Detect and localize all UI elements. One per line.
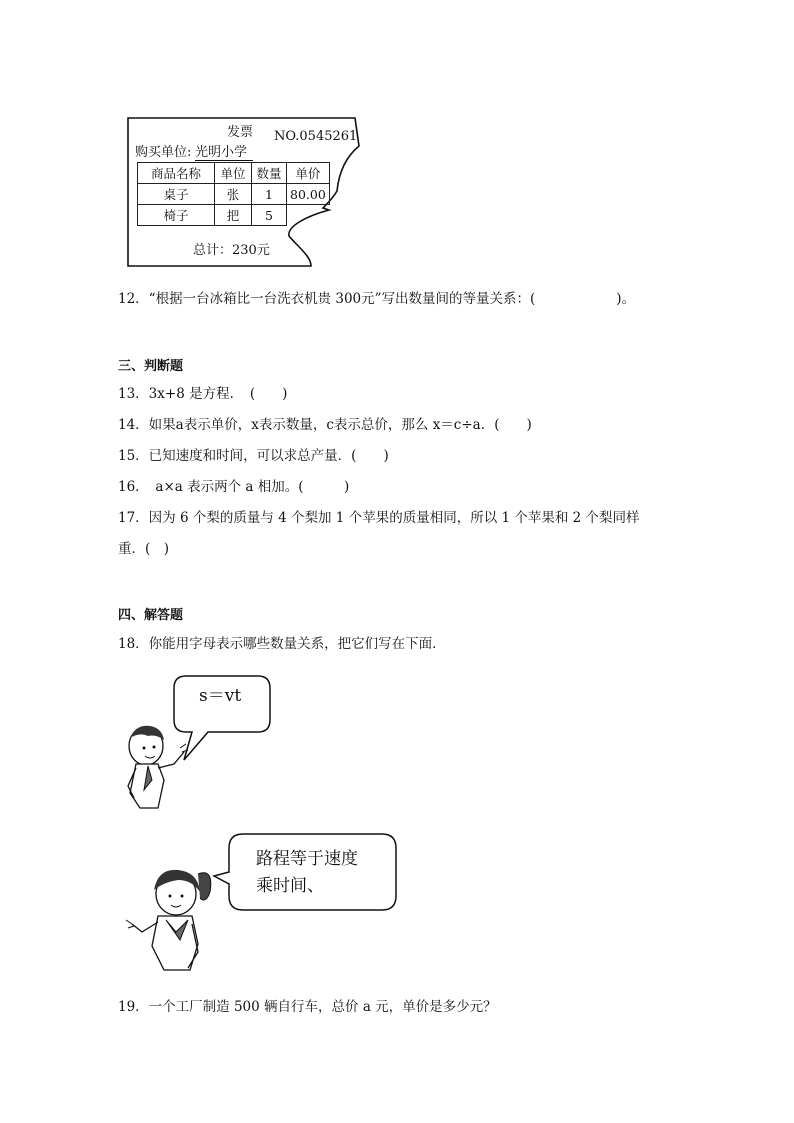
question-13: 13．3x+8 是方程． ( )	[118, 386, 288, 402]
header-cell: 单位	[215, 163, 252, 184]
table-row	[138, 184, 330, 205]
header-cell: 商品名称	[138, 163, 215, 184]
question-18: 18．你能用字母表示哪些数量关系，把它们写在下面．	[118, 636, 446, 652]
question-12: 12．“根据一台冰箱比一台洗衣机贵 300元”写出数量间的等量关系：( )。	[118, 291, 636, 307]
bubble-2-text-line2: 乘时间、	[256, 876, 324, 896]
question-15: 15．已知速度和时间，可以求总产量．( )	[118, 448, 389, 464]
table-cell: 1	[252, 184, 287, 205]
table-cell: 把	[215, 205, 252, 226]
invoice-total: 总计：230元	[193, 243, 270, 258]
table-cell	[287, 205, 330, 226]
bubble-1-text: s＝vt	[199, 686, 242, 706]
table-cell: 5	[252, 205, 287, 226]
table-cell: 椅子	[138, 205, 215, 226]
table-cell: 80.00	[287, 184, 330, 205]
question-19: 19．一个工厂制造 500 辆自行车，总价 a 元，单价是多少元？	[118, 999, 497, 1015]
invoice-table	[137, 162, 330, 226]
table-header-row	[138, 163, 330, 184]
table-cell: 张	[215, 184, 252, 205]
invoice-title: 发票	[227, 125, 254, 140]
section-heading-answers: 四、解答题	[118, 608, 184, 623]
header-cell: 数量	[252, 163, 287, 184]
bubble-2-text-line1: 路程等于速度	[256, 849, 358, 869]
buyer-label: 购买单位:	[135, 145, 192, 160]
section-heading-judgement: 三、判断题	[118, 359, 184, 374]
table-cell: 桌子	[138, 184, 215, 205]
invoice-figure	[127, 116, 362, 266]
invoice-number: NO.0545261	[274, 129, 358, 144]
question-17-line1: 17．因为 6 个梨的质量与 4 个梨加 1 个苹果的质量相同，所以 1 个苹果和 2 个梨同样	[118, 510, 640, 526]
buyer-value: 光明小学	[195, 141, 253, 161]
header-cell: 单价	[287, 163, 330, 184]
question-14: 14．如果a表示单价，x表示数量，c表示总价，那么 x＝c÷a．( )	[118, 417, 532, 433]
question-17-line2: 重．( )	[118, 541, 170, 557]
question-16: 16． a×a 表示两个 a 相加。( )	[118, 479, 350, 495]
table-row	[138, 205, 330, 226]
